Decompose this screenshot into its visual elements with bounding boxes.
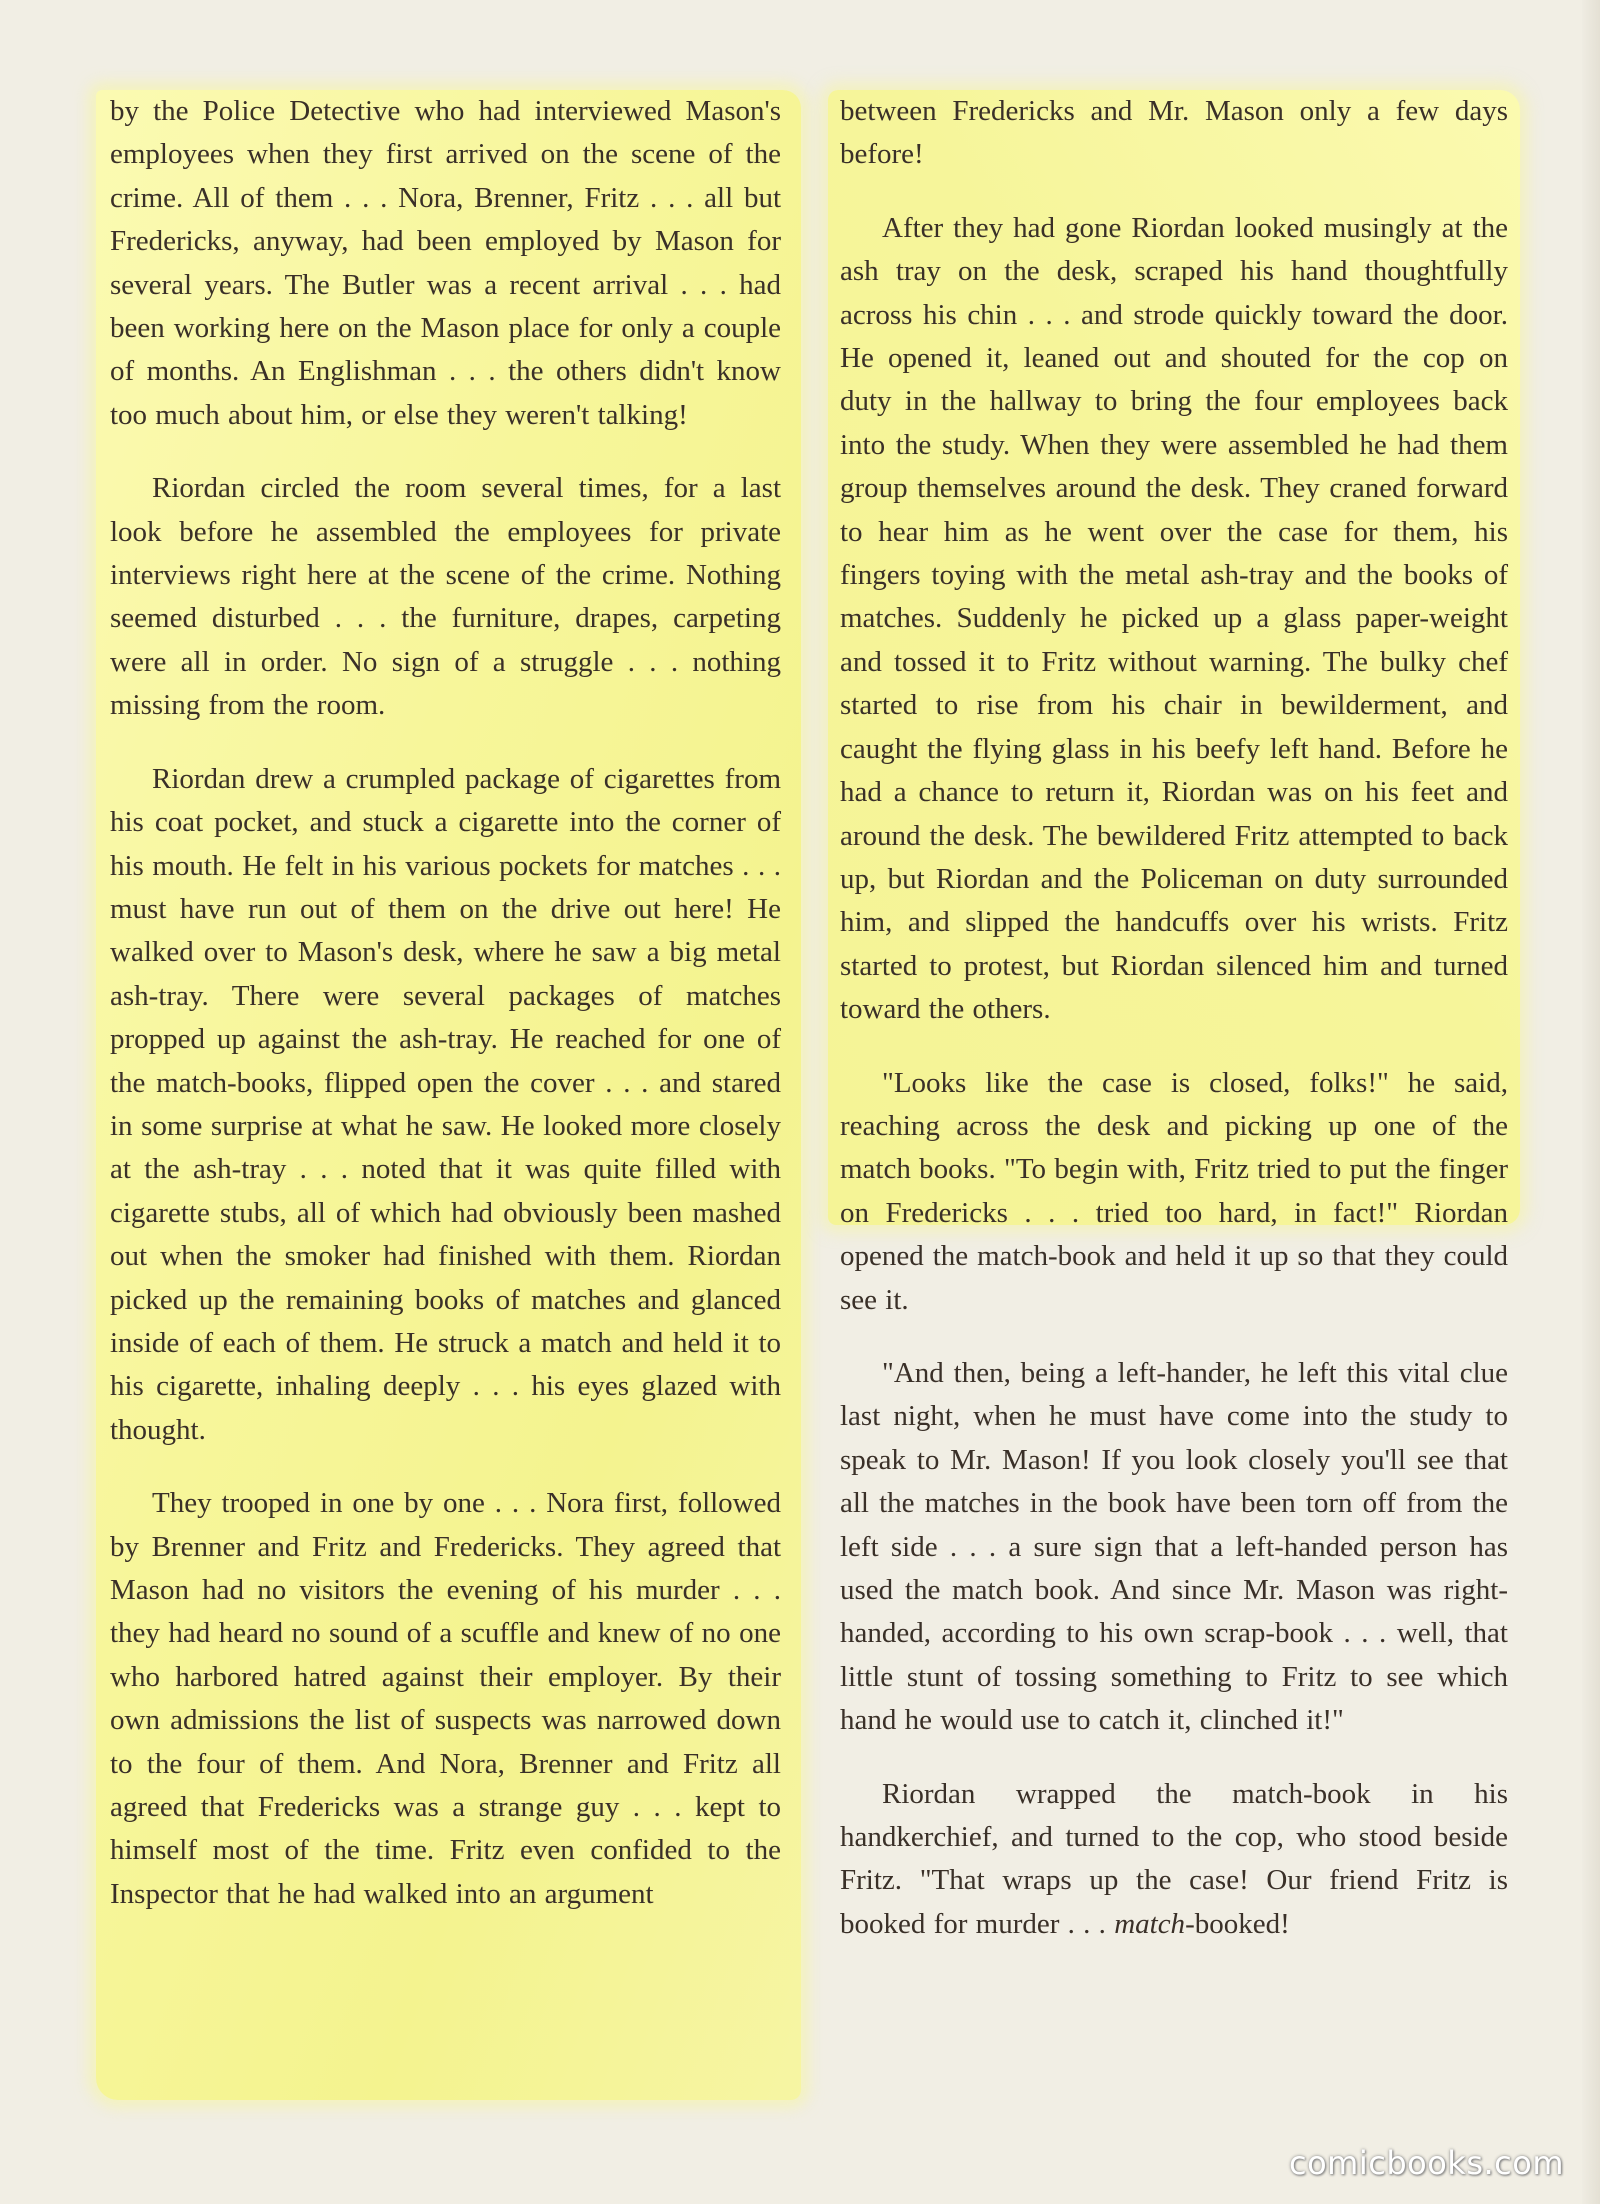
closing-text-end: -booked! bbox=[1185, 1907, 1290, 1940]
paragraph: They trooped in one by one . . . Nora first, followed by Brenner and Fritz and Fredericks. They agreed that Mason had no visitors the evening of his murder . . . they had heard no sound of a scuffle and knew of no one who harbored hatred against their employer. By their own admissions the list of suspects was narrowed down to the four of them. And Nora, Brenner and Fritz all agreed that Fredericks was a strange guy . . . kept to himself most of the time. Fritz even confided to the Inspector that he had walked into an argument bbox=[110, 1487, 781, 1910]
watermark: comicbooks.com bbox=[1288, 2144, 1564, 2182]
page-edge bbox=[1582, 0, 1600, 2204]
paragraph: Riordan circled the room several times, for a last look before he assembled the employees for private interviews right here at the scene of the crime. Nothing seemed disturbed . . . the furniture, drapes, carpeting were all in order. No sign of a struggle . . . nothing missing from the room. bbox=[110, 472, 781, 722]
closing-text: Riordan wrapped the match-book in his handkerchief, and turned to the cop, who stood beside Fritz. "That wraps up the case! Our friend Fritz is booked for murder . . . bbox=[840, 1777, 1508, 1940]
paragraph: between Fredericks and Mr. Mason only a few days before! bbox=[840, 95, 1508, 171]
emphasis-text: match bbox=[1114, 1907, 1186, 1940]
right-text-wrap bbox=[840, 90, 1508, 1946]
closing-paragraph bbox=[840, 1773, 1508, 1947]
paragraph: by the Police Detective who had interviewed Mason's employees when they first arrived on the scene of the crime. All of them . . . Nora, Brenner, Fritz . . . all but Fredericks, anyway, had been employed by Mason for several years. The Butler was a recent arrival . . . had been working here on the Mason place for only a couple of months. An Englishman . . . the others didn't know too much about him, or else they weren't talking! bbox=[110, 95, 781, 431]
paragraph: "Looks like the case is closed, folks!" he said, reaching across the desk and picking up one of the match books. "To begin with, Fritz tried to put the finger on Fredericks . . . tried too hard, in fact!" Riordan opened the match-book and held it up so that they could see it. bbox=[840, 1066, 1508, 1316]
right-text-column bbox=[828, 90, 1520, 2100]
paragraph: "And then, being a left-hander, he left this vital clue last night, when he must have come into the study to speak to Mr. Mason! If you look closely you'll see that all the matches in the book have been torn off from the left side . . . a sure sign that a left-handed person has used the match book. And since Mr. Mason was right-handed, according to his own scrap-book . . . well, that little stunt of tossing something to Fritz to see which hand he would use to catch it, clinched it!" bbox=[840, 1356, 1508, 1737]
left-text-column bbox=[96, 90, 801, 2100]
paragraph: After they had gone Riordan looked musingly at the ash tray on the desk, scraped his hand thoughtfully across his chin . . . and strode quickly toward the door. He opened it, leaned out and shouted for the cop on duty in the hallway to bring the four employees back into the study. When they were assembled he had them group themselves around the desk. They craned forward to hear him as he went over the case for them, his fingers toying with the metal ash-tray and the books of matches. Suddenly he picked up a glass paper-weight and tossed it to Fritz without warning. The bulky chef started to rise from his chair in bewilderment, and caught the flying glass in his beefy left hand. Before he had a chance to return it, Riordan was on his feet and around the desk. The bewildered Fritz attempted to back up, but Riordan and the Policeman on duty surrounded him, and slipped the handcuffs over his wrists. Fritz started to protest, but Riordan silenced him and turned toward the others. bbox=[840, 211, 1508, 1026]
paragraph: Riordan drew a crumpled package of cigarettes from his coat pocket, and stuck a cigarette into the corner of his mouth. He felt in his various pockets for matches . . . must have run out of them on the drive out here! He walked over to Mason's desk, where he saw a big metal ash-tray. There were several packages of matches propped up against the ash-tray. He reached for one of the match-books, flipped open the cover . . . and stared in some surprise at what he saw. He looked more closely at the ash-tray . . . noted that it was quite filled with cigarette stubs, all of which had obviously been mashed out when the smoker had finished with them. Riordan picked up the remaining books of matches and glanced inside of each of them. He struck a match and held it to his cigarette, inhaling deeply . . . his eyes glazed with thought. bbox=[110, 762, 781, 1446]
